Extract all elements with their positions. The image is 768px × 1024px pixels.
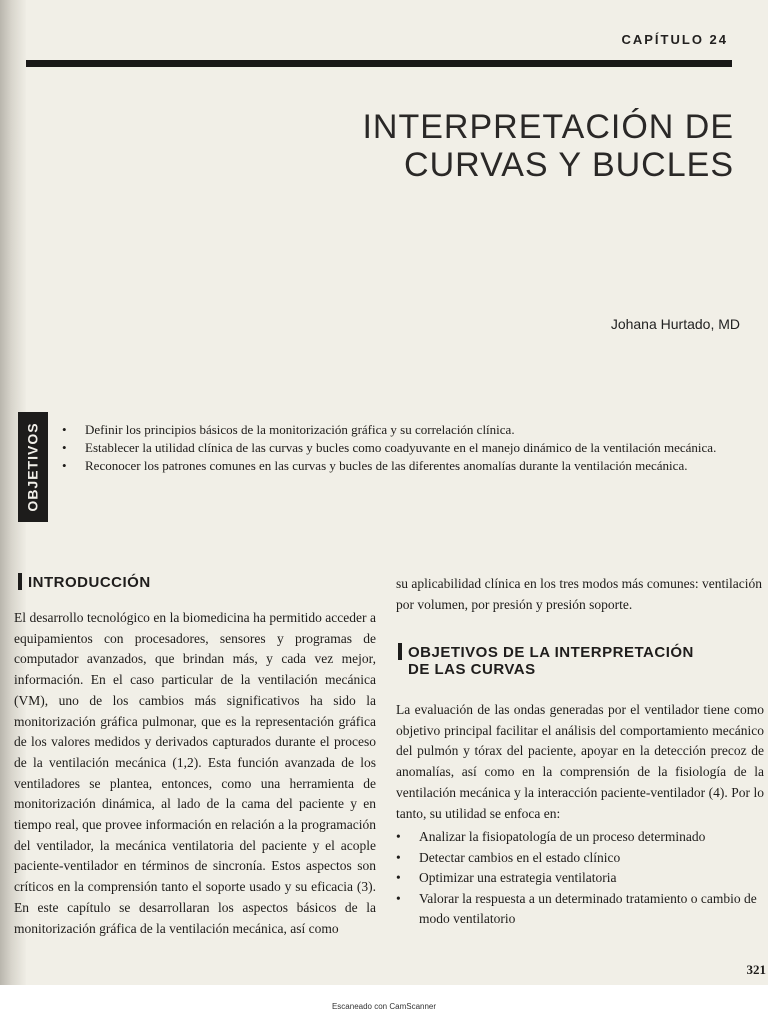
- intro-body: [14, 608, 376, 939]
- header-rule: [26, 60, 732, 67]
- utility-item: • Analizar la fisiopatología de un proceso determinado: [396, 827, 764, 848]
- intro-heading-text: INTRODUCCIÓN: [28, 574, 151, 591]
- intro-continuation-text: su aplicabilidad clínica en los tres modos más comunes: ventilación por volumen, por presión y presión soporte.: [396, 576, 762, 612]
- chapter-title-line-2: CURVAS Y BUCLES: [404, 146, 734, 184]
- intro-heading: [18, 573, 151, 591]
- objective-item: • Establecer la utilidad clínica de las curvas y bucles como coadyuvante en el manejo dinámico de la ventilación mecánica.: [62, 439, 742, 457]
- utility-item: • Valorar la respuesta a un determinado tratamiento o cambio de modo ventilatorio: [396, 889, 764, 930]
- objective-item: • Reconocer los patrones comunes en las curvas y bucles de las diferentes anomalías durante la ventilación mecánica.: [62, 457, 742, 475]
- intro-paragraph: El desarrollo tecnológico en la biomedicina ha permitido acceder a equipamientos con procesadores, sensores y programas de computador avanzados, que brindan más, y cada vez mejor, información. En el caso particular de la ventilación mecánica (VM), uno de los cambios más significativos ha sido la monitorización gráfica pulmonar, que es la representación gráfica de los valores medidos y derivados capturados durante el proceso de la ventilación mecánica (1,2). Esta función avanzada de los ventiladores se plantea, entonces, como una herramienta de monitorización dinámica, al lado de la cama del paciente y en tiempo real, que provee información en relación a la programación del ventilador, la mecánica ventilatoria del paciente y el acople paciente-ventilador en términos de sincronía. Estos aspectos son críticos en la comprensión tanto el soporte usado y su eficacia (3). En este capítulo se desarrollaran los aspectos básicos de la monitorización gráfica de la ventilación mecánica, así como: [14, 610, 376, 936]
- objective-item: • Definir los principios básicos de la monitorización gráfica y su correlación clínica.: [62, 421, 742, 439]
- objectives-tab-label: OBJETIVOS: [25, 422, 42, 512]
- utility-item: • Optimizar una estrategia ventilatoria: [396, 868, 764, 889]
- objectives-heading-line-2: DE LAS CURVAS: [408, 661, 536, 678]
- chapter-label: CAPÍTULO 24: [621, 32, 728, 47]
- objectives-heading-line-1: OBJETIVOS DE LA INTERPRETACIÓN: [408, 644, 694, 661]
- scanner-watermark: Escaneado con CamScanner: [331, 1002, 437, 1011]
- objectives-section-paragraph: La evaluación de las ondas generadas por el ventilador tiene como objetivo principal facilitar el análisis del comportamiento mecánico del pulmón y tórax del paciente, apoyar en la detección precoz de anomalías, así como en la comprensión de la fisiología de la ventilación mecánica y la interacción paciente-ventilador (4). Por lo tanto, su utilidad se enfoca en:: [396, 702, 764, 821]
- chapter-title-line-1: INTERPRETACIÓN DE: [362, 108, 734, 146]
- objectives-list: [62, 421, 742, 475]
- objectives-tab: [18, 412, 48, 522]
- chapter-title: [362, 108, 734, 184]
- intro-continuation: [396, 574, 762, 615]
- author-name: Johana Hurtado, MD: [610, 316, 740, 332]
- heading-bar: [398, 643, 402, 660]
- utility-list: [396, 827, 764, 930]
- heading-bar: [18, 573, 22, 590]
- utility-item: • Detectar cambios en el estado clínico: [396, 848, 764, 869]
- objectives-section-body: [396, 700, 764, 824]
- page-number: 321: [746, 962, 766, 977]
- objectives-section-heading: [398, 643, 694, 678]
